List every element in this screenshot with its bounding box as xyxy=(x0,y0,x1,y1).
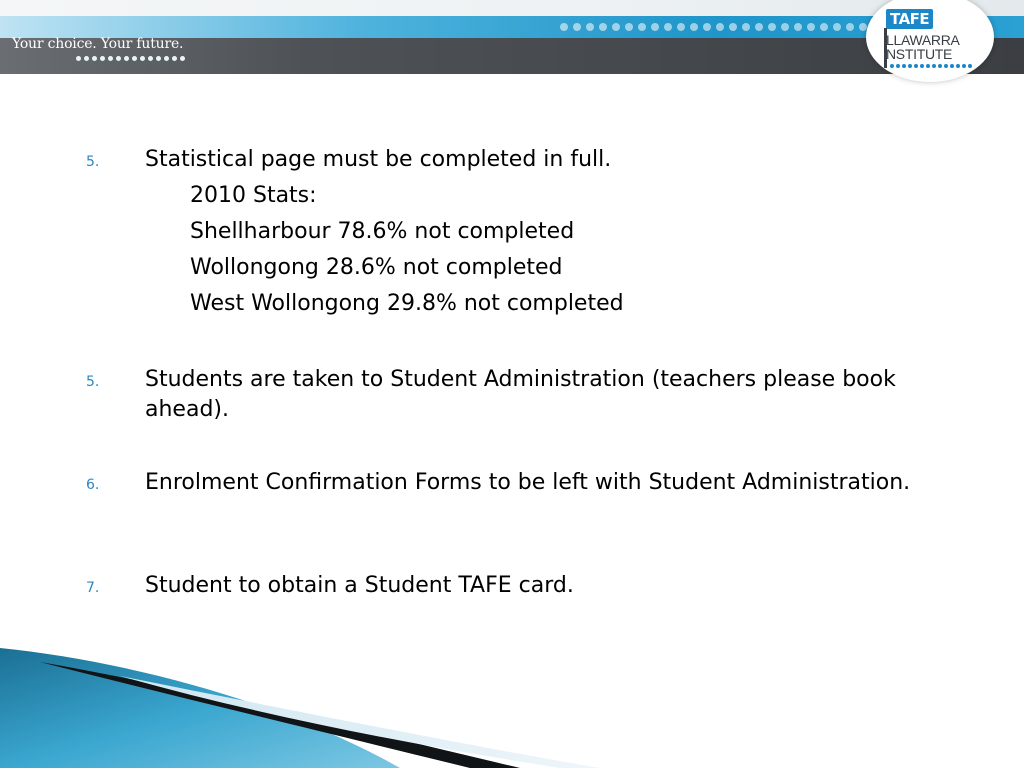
bottom-swoosh-decoration xyxy=(0,640,1024,768)
banner-dot-pattern xyxy=(560,23,867,31)
banner-top-strip xyxy=(0,0,1024,16)
tagline-dots xyxy=(76,56,185,61)
list-number: 5. xyxy=(86,154,100,170)
sub-line: 2010 Stats: xyxy=(190,183,317,208)
sub-line: Wollongong 28.6% not completed xyxy=(190,255,563,280)
list-number: 7. xyxy=(86,580,100,596)
tagline: Your choice. Your future. xyxy=(12,36,184,52)
list-text: Enrolment Confirmation Forms to be left with Student Administration. xyxy=(145,470,911,495)
list-text: Student to obtain a Student TAFE card. xyxy=(145,573,574,598)
logo-line-1: LLAWARRA xyxy=(886,32,960,48)
sub-line: Shellharbour 78.6% not completed xyxy=(190,219,575,244)
logo-badge: TAFE xyxy=(886,9,933,29)
logo-line-2: NSTITUTE xyxy=(886,46,953,62)
list-text: Statistical page must be completed in full. xyxy=(145,147,612,172)
list-text: Students are taken to Student Administration (teachers please book ahead). xyxy=(145,367,896,422)
logo-dots xyxy=(890,64,972,68)
list-number: 6. xyxy=(86,477,100,493)
sub-line: West Wollongong 29.8% not completed xyxy=(190,291,624,316)
list-number: 5. xyxy=(86,374,100,390)
